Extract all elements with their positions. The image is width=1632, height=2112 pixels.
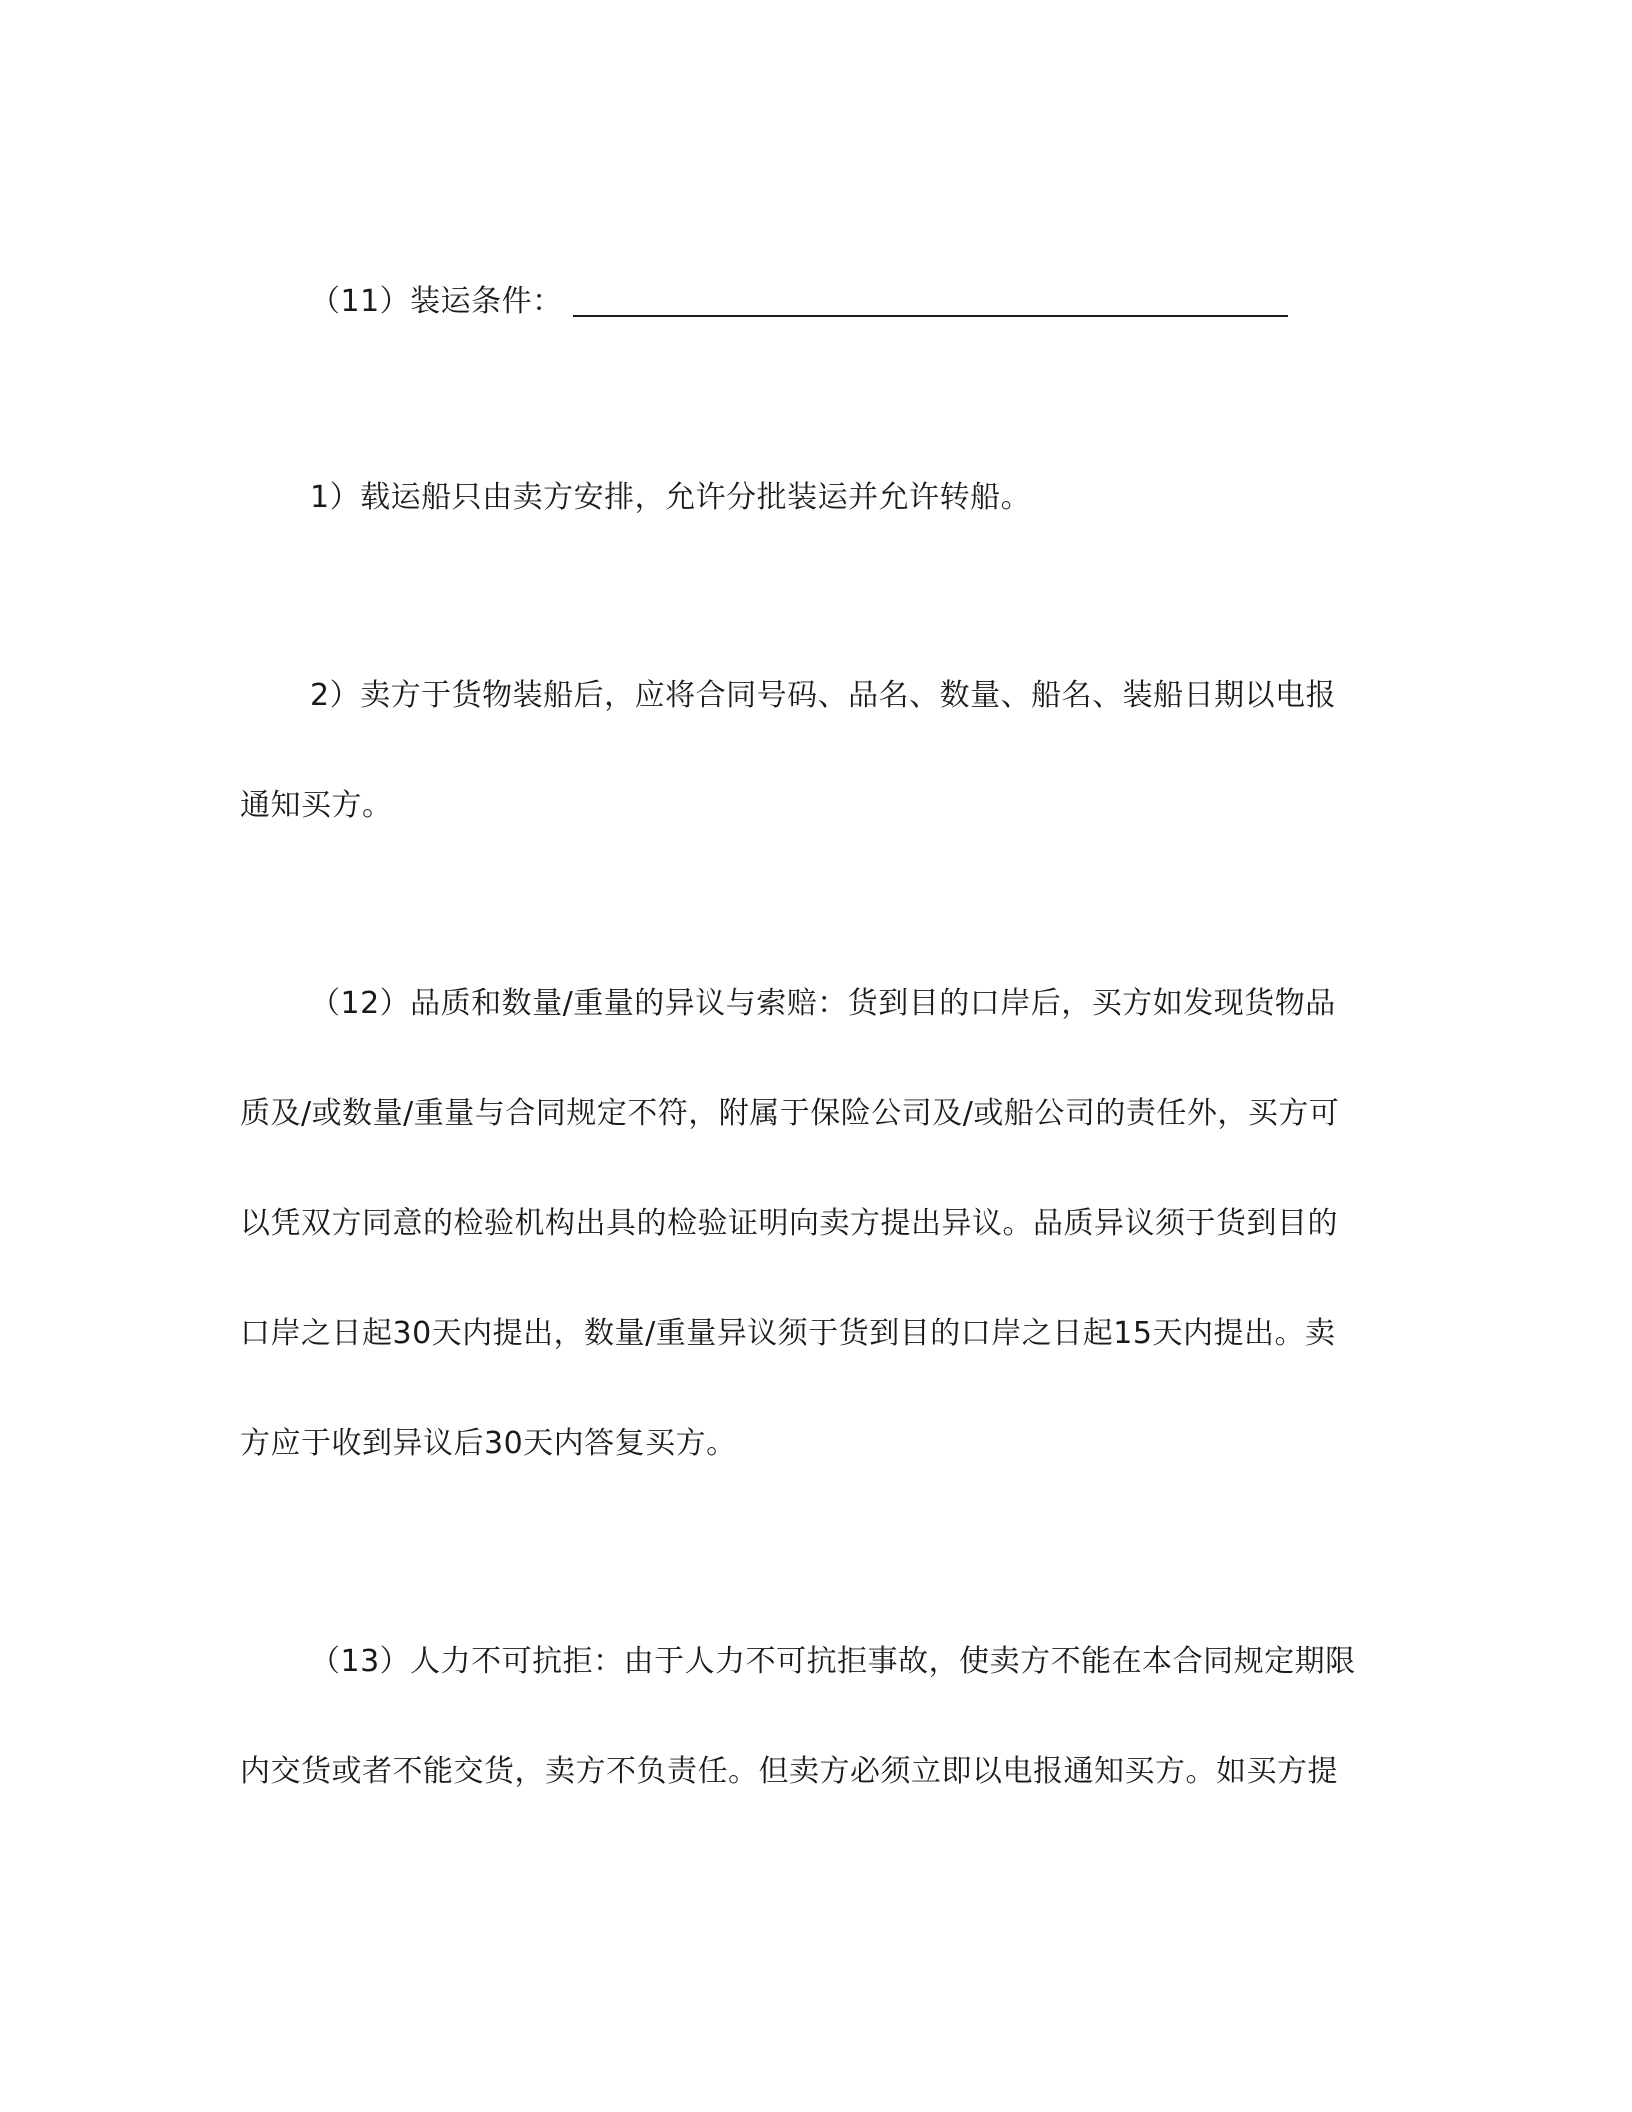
shipping-terms-blank-line <box>573 285 1288 317</box>
clause-12-line-3: 以凭双方同意的检验机构出具的检验证明向卖方提出异议。品质异议须于货到目的 <box>240 1206 1338 1241</box>
clause-11-label: （11）装运条件： <box>310 284 563 319</box>
clause-11-item-1: 1）载运船只由卖方安排，允许分批装运并允许转船。 <box>310 480 1032 515</box>
clause-11-item-2-line-2: 通知买方。 <box>240 788 393 823</box>
clause-13-line-1: （13）人力不可抗拒：由于人力不可抗拒事故，使卖方不能在本合同规定期限 <box>310 1644 1356 1679</box>
clause-12-line-4: 口岸之日起30天内提出，数量/重量异议须于货到目的口岸之日起15天内提出。卖 <box>240 1316 1336 1351</box>
clause-12-line-5: 方应于收到异议后30天内答复买方。 <box>240 1426 737 1461</box>
clause-13-line-2: 内交货或者不能交货，卖方不负责任。但卖方必须立即以电报通知买方。如买方提 <box>240 1754 1338 1789</box>
clause-12-line-2: 质及/或数量/重量与合同规定不符，附属于保险公司及/或船公司的责任外，买方可 <box>240 1096 1340 1131</box>
clause-11-item-2-line-1: 2）卖方于货物装船后，应将合同号码、品名、数量、船名、装船日期以电报 <box>310 678 1337 713</box>
clause-12-line-1: （12）品质和数量/重量的异议与索赔：货到目的口岸后，买方如发现货物品 <box>310 986 1336 1021</box>
clause-11-heading <box>310 282 1288 322</box>
